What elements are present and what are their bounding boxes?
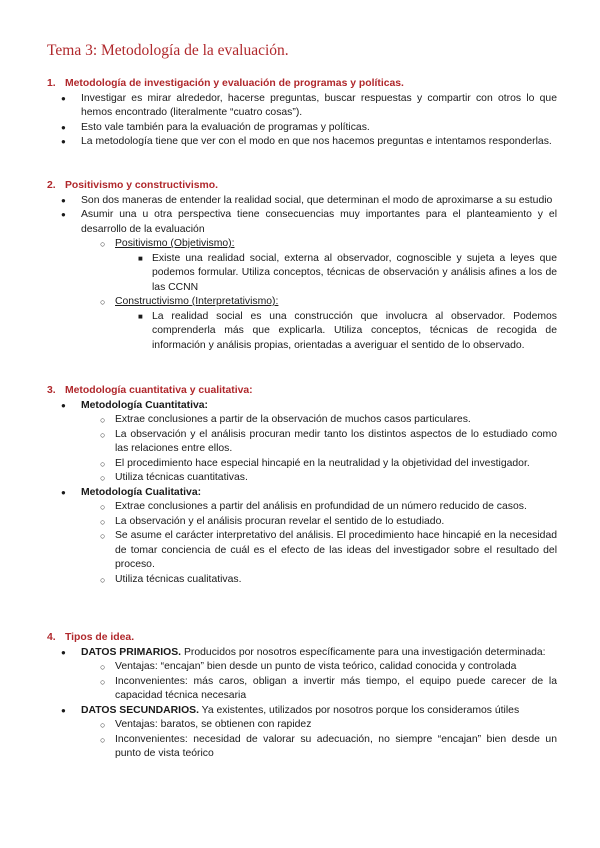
- list-item: [47, 237, 557, 252]
- constructivismo-label: Constructivismo (Interpretativismo):: [115, 296, 279, 307]
- bullet-icon: ●: [61, 210, 66, 219]
- section-number: 3.: [47, 385, 56, 396]
- section-number: 4.: [47, 632, 56, 643]
- list-item: [47, 646, 557, 661]
- hollow-bullet-icon: ○: [100, 574, 106, 585]
- hollow-bullet-icon: ○: [100, 516, 106, 527]
- list-item: [47, 718, 557, 733]
- primarios-label: DATOS PRIMARIOS.: [81, 646, 182, 658]
- item-text: Utiliza técnicas cuantitativas.: [115, 472, 248, 483]
- hollow-bullet-icon: ○: [100, 415, 106, 425]
- hollow-bullet-icon: ○: [100, 458, 106, 469]
- item-text: Extrae conclusiones a partir de la observación de muchos casos particulares.: [115, 414, 471, 425]
- hollow-bullet-icon: ○: [100, 502, 106, 512]
- item-text: Son dos maneras de entender la realidad social, que determinan el modo de aproximarse a su estudio: [81, 194, 553, 206]
- list-item: [47, 675, 557, 704]
- hollow-bullet-icon: ○: [100, 720, 106, 730]
- bullet-icon: ●: [61, 487, 66, 497]
- secundarios-label: DATOS SECUNDARIOS.: [81, 704, 199, 716]
- item-text: Ventajas: “encajan” bien desde un punto de vista teórico, calidad conocida y controlada: [115, 661, 517, 672]
- hollow-bullet-icon: ○: [100, 676, 106, 687]
- list-item: [47, 135, 557, 150]
- list-item: [47, 733, 557, 762]
- bullet-icon: ●: [61, 400, 66, 410]
- list-item: [47, 399, 557, 414]
- section-4-heading: [47, 631, 557, 646]
- list-item: [47, 471, 557, 486]
- bullet-icon: ●: [61, 705, 66, 715]
- item-text: La observación y el análisis procuran revelar el sentido de lo estudiado.: [115, 515, 445, 527]
- item-text: La observación y el análisis procuran medir tanto los distintos aspectos de lo estudiado como las relaciones entre ellos.: [115, 428, 557, 454]
- section-1-heading: [47, 77, 557, 92]
- list-item: [47, 457, 557, 472]
- bullet-icon: ●: [61, 195, 66, 205]
- section-2: [47, 179, 557, 353]
- item-text: Asumir una u otra perspectiva tiene consecuencias muy importantes para el planteamiento y el desarrollo de la evaluación: [81, 209, 557, 235]
- section-title: Positivismo y constructivismo.: [65, 180, 219, 191]
- hollow-bullet-icon: ○: [100, 473, 106, 483]
- list-item: [47, 252, 557, 296]
- section-4: [47, 631, 557, 762]
- item-text: La realidad social es una construcción que involucra al observador. Podemos comprenderla más que explicarla. Utiliza conceptos, técnicas de recogida de información y análisis propias, orientadas a averiguar el sentido de lo observado.: [152, 310, 557, 351]
- item-text: Utiliza técnicas cualitativas.: [115, 573, 242, 585]
- square-bullet-icon: ■: [138, 311, 143, 321]
- item-text: Investigar es mirar alrededor, hacerse preguntas, buscar respuestas y compartir con otros lo que hemos encontrado (literalmente “cuatro cosas”).: [81, 92, 557, 118]
- page-title: Tema 3: Metodología de la evaluación.: [47, 42, 289, 59]
- list-item: [47, 92, 557, 121]
- list-item: [47, 428, 557, 457]
- section-title: Metodología cuantitativa y cualitativa:: [65, 385, 253, 396]
- item-text: Existe una realidad social, externa al observador, cognoscible y sujeta a leyes que podemos formular. Utiliza conceptos, técnicas de observación y análisis afines a los de las CCNN: [152, 252, 557, 293]
- list-item: [47, 208, 557, 237]
- item-text: Esto vale también para la evaluación de programas y políticas.: [81, 121, 370, 133]
- item-text: Inconvenientes: más caros, obligan a invertir más tiempo, el equipo puede carecer de la capacidad técnica necesaria: [115, 675, 557, 701]
- item-text: La metodología tiene que ver con el modo en que nos hacemos preguntas e intentamos responderlas.: [81, 136, 552, 147]
- item-text: El procedimiento hace especial hincapié en la neutralidad y la objetividad del investigador.: [115, 457, 530, 469]
- hollow-bullet-icon: ○: [100, 531, 106, 541]
- bullet-icon: ●: [61, 93, 66, 103]
- square-bullet-icon: ■: [138, 253, 143, 263]
- bullet-icon: ●: [61, 122, 66, 132]
- list-item: [47, 413, 557, 428]
- hollow-bullet-icon: ○: [100, 734, 106, 745]
- list-item: [47, 500, 557, 515]
- section-title: Metodología de investigación y evaluación de programas y políticas.: [65, 78, 404, 89]
- cualitativa-label: Metodología Cualitativa:: [81, 486, 202, 498]
- bullet-icon: ●: [61, 137, 66, 146]
- cuantitativa-label: Metodología Cuantitativa:: [81, 399, 208, 411]
- section-3: [47, 384, 557, 587]
- item-text: Se asume el carácter interpretativo del análisis. El procedimiento hace hincapié en la necesidad de tomar conciencia de cuál es el efecto de las ideas del investigador sobre el resultado del proceso.: [115, 530, 557, 570]
- section-number: 1.: [47, 78, 56, 89]
- list-item: [47, 295, 557, 310]
- section-2-heading: [47, 179, 557, 194]
- list-item: [47, 121, 557, 136]
- section-3-heading: [47, 384, 557, 399]
- item-text: Inconvenientes: necesidad de valorar su adecuación, no siempre “encajan” bien desde un punto de vista teórico: [115, 733, 557, 759]
- hollow-bullet-icon: ○: [100, 239, 106, 249]
- list-item: [47, 194, 557, 209]
- item-text: Producidos por nosotros específicamente para una investigación determinada:: [181, 646, 546, 658]
- bullet-icon: ●: [61, 647, 66, 657]
- hollow-bullet-icon: ○: [100, 429, 106, 440]
- hollow-bullet-icon: ○: [100, 297, 106, 307]
- item-text: Extrae conclusiones a partir del análisis en profundidad de un número reducido de casos.: [115, 501, 527, 512]
- section-title: Tipos de idea.: [65, 632, 135, 643]
- list-item: [47, 704, 557, 719]
- list-item: [47, 529, 557, 573]
- list-item: [47, 486, 557, 501]
- section-1: [47, 77, 557, 150]
- list-item: [47, 310, 557, 354]
- list-item: [47, 515, 557, 530]
- list-item: [47, 660, 557, 675]
- positivismo-label: Positivismo (Objetivismo):: [115, 238, 235, 249]
- list-item: [47, 573, 557, 588]
- item-text: Ya existentes, utilizados por nosotros porque los consideramos útiles: [198, 704, 520, 716]
- section-number: 2.: [47, 180, 56, 191]
- item-text: Ventajas: baratos, se obtienen con rapidez: [115, 719, 312, 730]
- hollow-bullet-icon: ○: [100, 662, 106, 672]
